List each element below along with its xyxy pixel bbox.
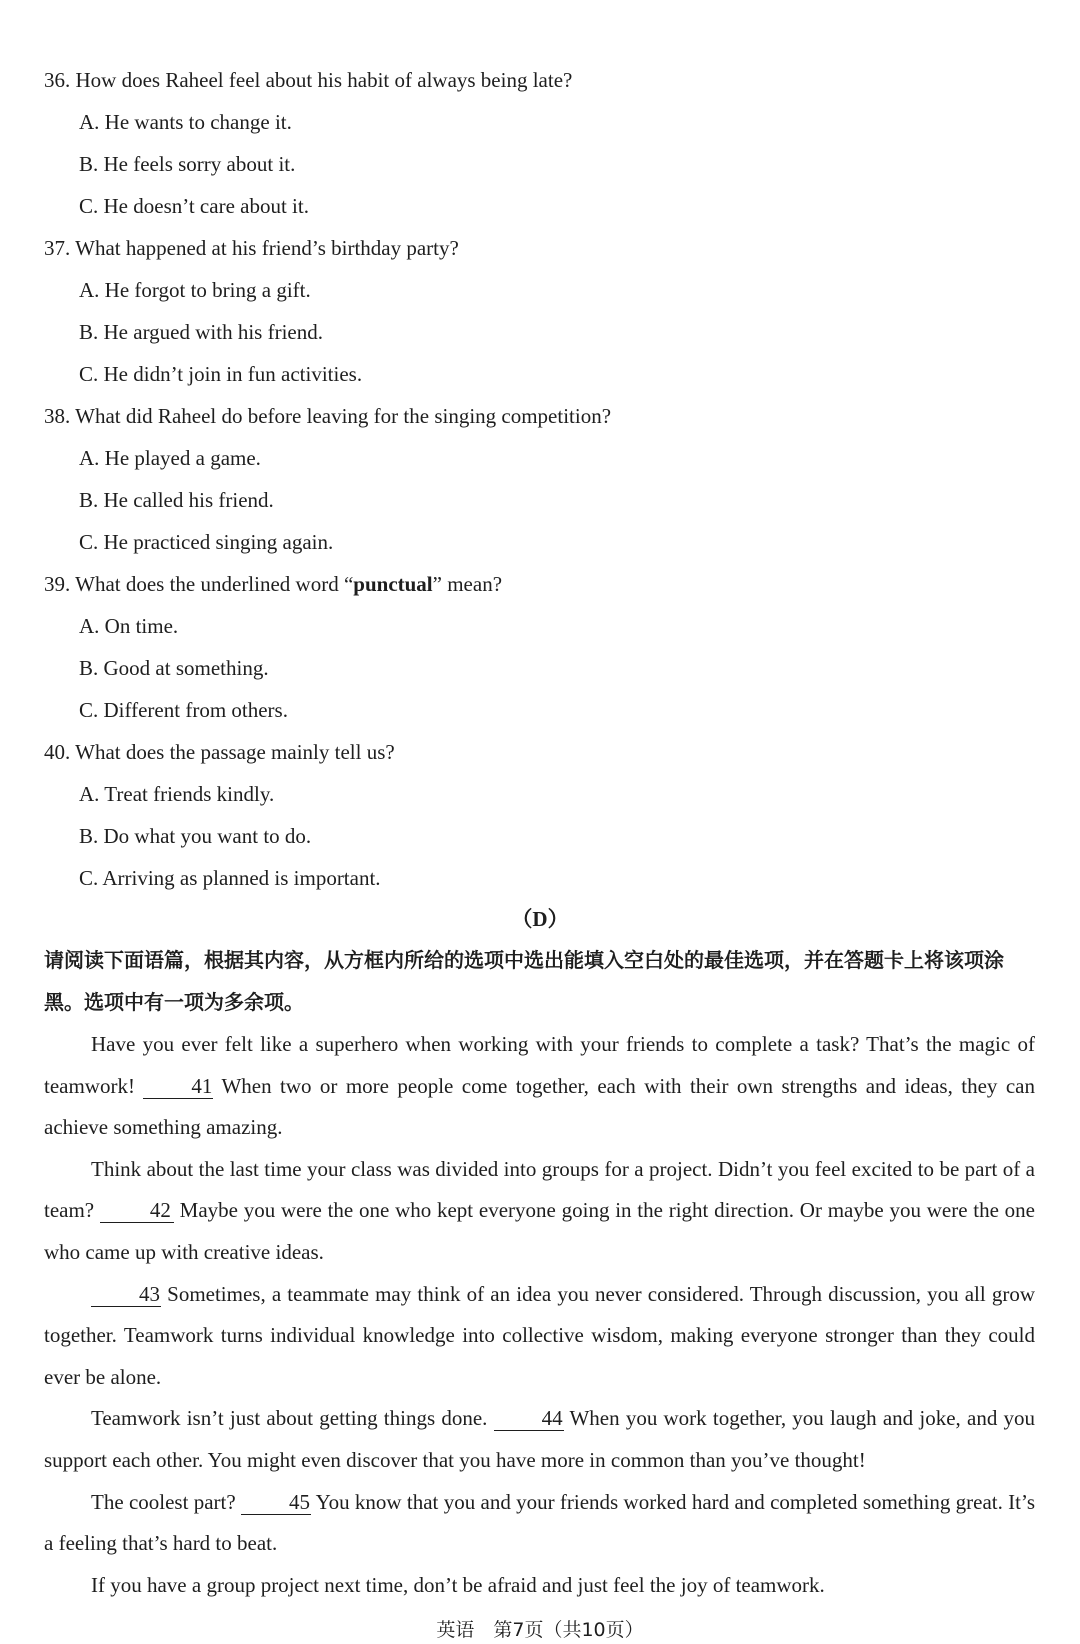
q40-option-c: C. Arriving as planned is important. (79, 866, 381, 890)
q36-option-b: B. He feels sorry about it. (79, 152, 296, 176)
question-39 (44, 570, 502, 598)
blank-44: 44 (494, 1406, 564, 1431)
paragraph-1 (44, 1024, 1035, 1149)
blank-41: 41 (143, 1074, 213, 1099)
q38-option-c: C. He practiced singing again. (79, 530, 334, 554)
paragraph-6: If you have a group project next time, don’t be afraid and just feel the joy of teamwork. (91, 1572, 825, 1597)
question-36: 36. How does Raheel feel about his habit of always being late? (44, 68, 573, 92)
q37-option-c: C. He didn’t join in fun activities. (79, 362, 363, 386)
q38-option-a: A. He played a game. (79, 446, 261, 470)
instruction-text: 请阅读下面语篇，根据其内容，从方框内所给的选项中选出能填入空白处的最佳选项，并在答题卡上将该项涂黑。选项中有一项为多余项。 (44, 948, 1004, 1014)
p5-text-a: The coolest part? (91, 1489, 236, 1514)
q37-option-b: B. He argued with his friend. (79, 320, 323, 344)
page-footer: 英语 第7页（共10页） (436, 1619, 644, 1641)
p1-text-b: When two or more people come together, each with their own strengths and ideas, they can achieve something amazing. (44, 1073, 1035, 1140)
p1-text-a: Have you ever felt like a superhero when working with your friends to complete a task? That’s the magic of teamwork! (44, 1032, 1035, 1098)
q36-option-a: A. He wants to change it. (79, 110, 292, 134)
q39-stem-pre: 39. What does the underlined word “ (44, 572, 354, 596)
q38-option-b: B. He called his friend. (79, 488, 274, 512)
blank-45: 45 (241, 1490, 311, 1515)
p2-text-b: Maybe you were the one who kept everyone going in the right direction. Or maybe you were the one who came up with creative ideas. (44, 1198, 1036, 1264)
section-instruction (44, 940, 1035, 1023)
q40-option-b: B. Do what you want to do. (79, 824, 312, 848)
p5-text-b: You know that you and your friends worked hard and completed something great. It’s a feeling that’s hard to beat. (44, 1489, 1035, 1556)
p4-text-a: Teamwork isn’t just about getting things done. (91, 1406, 488, 1431)
paragraph-5 (44, 1482, 1035, 1565)
q39-option-c: C. Different from others. (79, 698, 288, 722)
passage (44, 1024, 1035, 1606)
question-38: 38. What did Raheel do before leaving for the singing competition? (44, 404, 612, 428)
question-37: 37. What happened at his friend’s birthday party? (44, 236, 459, 260)
blank-43: 43 (91, 1282, 161, 1307)
section-title: （D） (511, 907, 569, 931)
question-40: 40. What does the passage mainly tell us? (44, 740, 395, 764)
q39-option-b: B. Good at something. (79, 656, 269, 680)
blank-42: 42 (100, 1198, 174, 1223)
q39-stem-post: ” mean? (432, 572, 503, 596)
q39-option-a: A. On time. (79, 614, 179, 638)
paragraph-4 (44, 1398, 1035, 1481)
p3-text-b: Sometimes, a teammate may think of an idea you never considered. Through discussion, you all grow together. Teamwork turns individual knowledge into collective wisdom, making everyone stronger than they could ever be alone. (44, 1281, 1035, 1389)
q40-option-a: A. Treat friends kindly. (79, 782, 275, 806)
p2-text-a: Think about the last time your class was divided into groups for a project. Didn’t you feel excited to be part of a team? (44, 1156, 1035, 1223)
q37-option-a: A. He forgot to bring a gift. (79, 278, 311, 302)
paragraph-2 (44, 1149, 1035, 1274)
p4-text-b: When you work together, you laugh and joke, and you support each other. You might even discover that you have more in common than you’ve thought! (44, 1406, 1036, 1472)
q39-keyword: punctual (353, 572, 433, 596)
paragraph-3 (44, 1274, 1035, 1399)
q36-option-c: C. He doesn’t care about it. (79, 194, 309, 218)
